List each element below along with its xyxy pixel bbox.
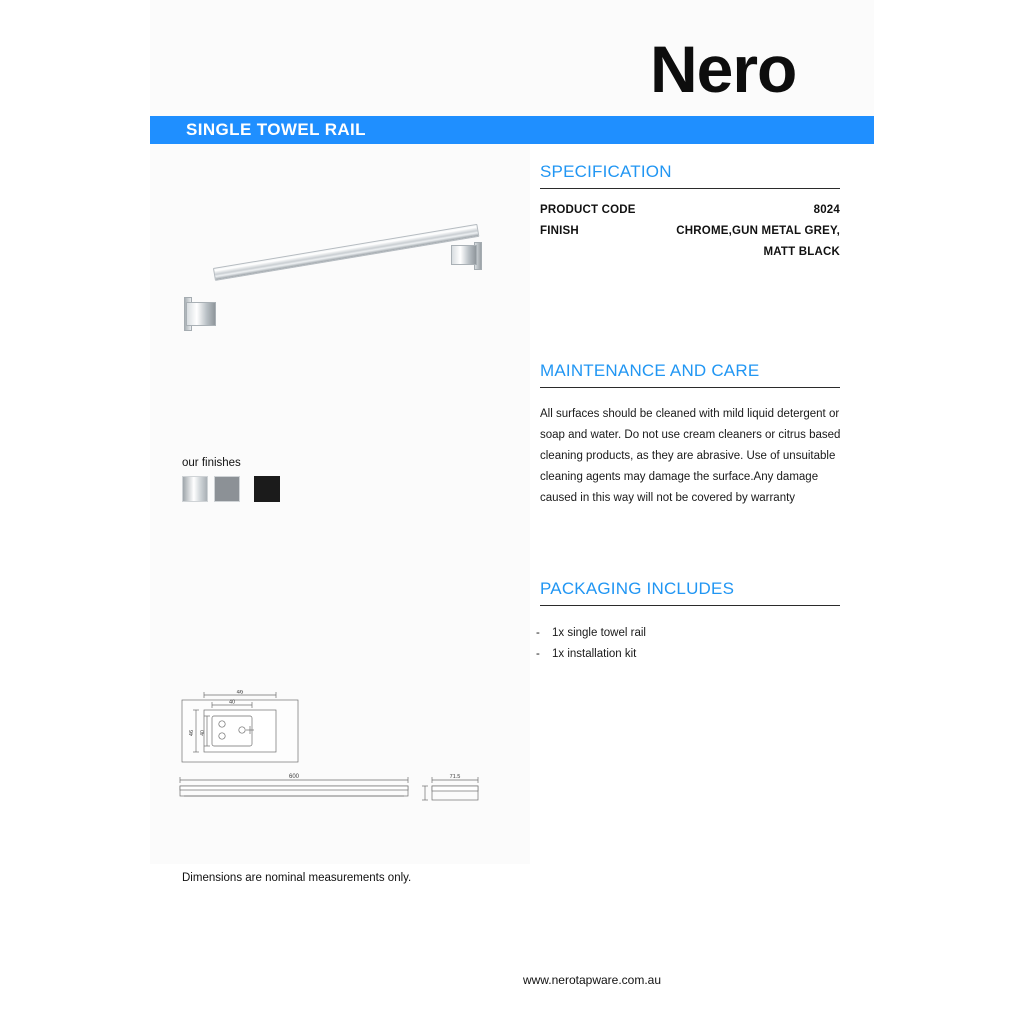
maintenance-heading: MAINTENANCE AND CARE xyxy=(540,361,760,380)
rail-post-left xyxy=(186,302,216,326)
specification-divider xyxy=(540,188,840,189)
maintenance-body: All surfaces should be cleaned with mild liquid detergent or soap and water. Do not use cream cleaners or citrus based cleaning products, as they are abrasive. Use of unsuitable cleaning agents may damage the surface.Any damage caused in this way will not be covered by warranty xyxy=(540,408,841,504)
packaging-heading: PACKAGING INCLUDES xyxy=(540,579,735,598)
dimensions-note: Dimensions are nominal measurements only. xyxy=(182,872,412,884)
dim-plate-outer-height: 46 xyxy=(189,729,195,737)
specification-heading: SPECIFICATION xyxy=(540,162,672,181)
dim-plate-outer-width: 46 xyxy=(236,690,244,696)
packaging-list xyxy=(536,623,846,665)
packaging-divider xyxy=(540,605,840,606)
finish-swatch-gun-metal-grey xyxy=(214,476,240,502)
website-url[interactable]: www.nerotapware.com.au xyxy=(522,973,662,987)
spec-label-finish: FINISH xyxy=(540,225,579,237)
dim-rail-depth: 71.5 xyxy=(449,774,461,780)
product-illustration xyxy=(178,240,508,340)
maintenance-divider xyxy=(540,387,840,388)
finishes-label: our finishes xyxy=(182,457,241,469)
spec-value-finish: CHROME,GUN METAL GREY, xyxy=(676,225,840,237)
spec-value-product-code: 8024 xyxy=(813,204,840,216)
page-title-bar xyxy=(150,116,874,144)
technical-drawing xyxy=(150,690,710,840)
dim-plate-inner-height: 40 xyxy=(200,730,206,736)
spec-label-product-code: PRODUCT CODE xyxy=(540,204,636,216)
spec-value-finish-line2: MATT BLACK xyxy=(763,246,840,258)
list-item: - 1x installation kit xyxy=(536,644,846,665)
page-title: SINGLE TOWEL RAIL xyxy=(186,120,366,139)
rail-post-right xyxy=(451,245,477,265)
finish-swatch-matt-black xyxy=(254,476,280,502)
list-item: - 1x single towel rail xyxy=(536,623,846,644)
finish-swatch-chrome xyxy=(182,476,208,502)
footer xyxy=(0,973,1024,987)
brand-logo: Nero xyxy=(650,32,797,106)
dim-rail-length: 600 xyxy=(288,774,300,780)
dim-plate-inner-width: 40 xyxy=(228,699,236,706)
